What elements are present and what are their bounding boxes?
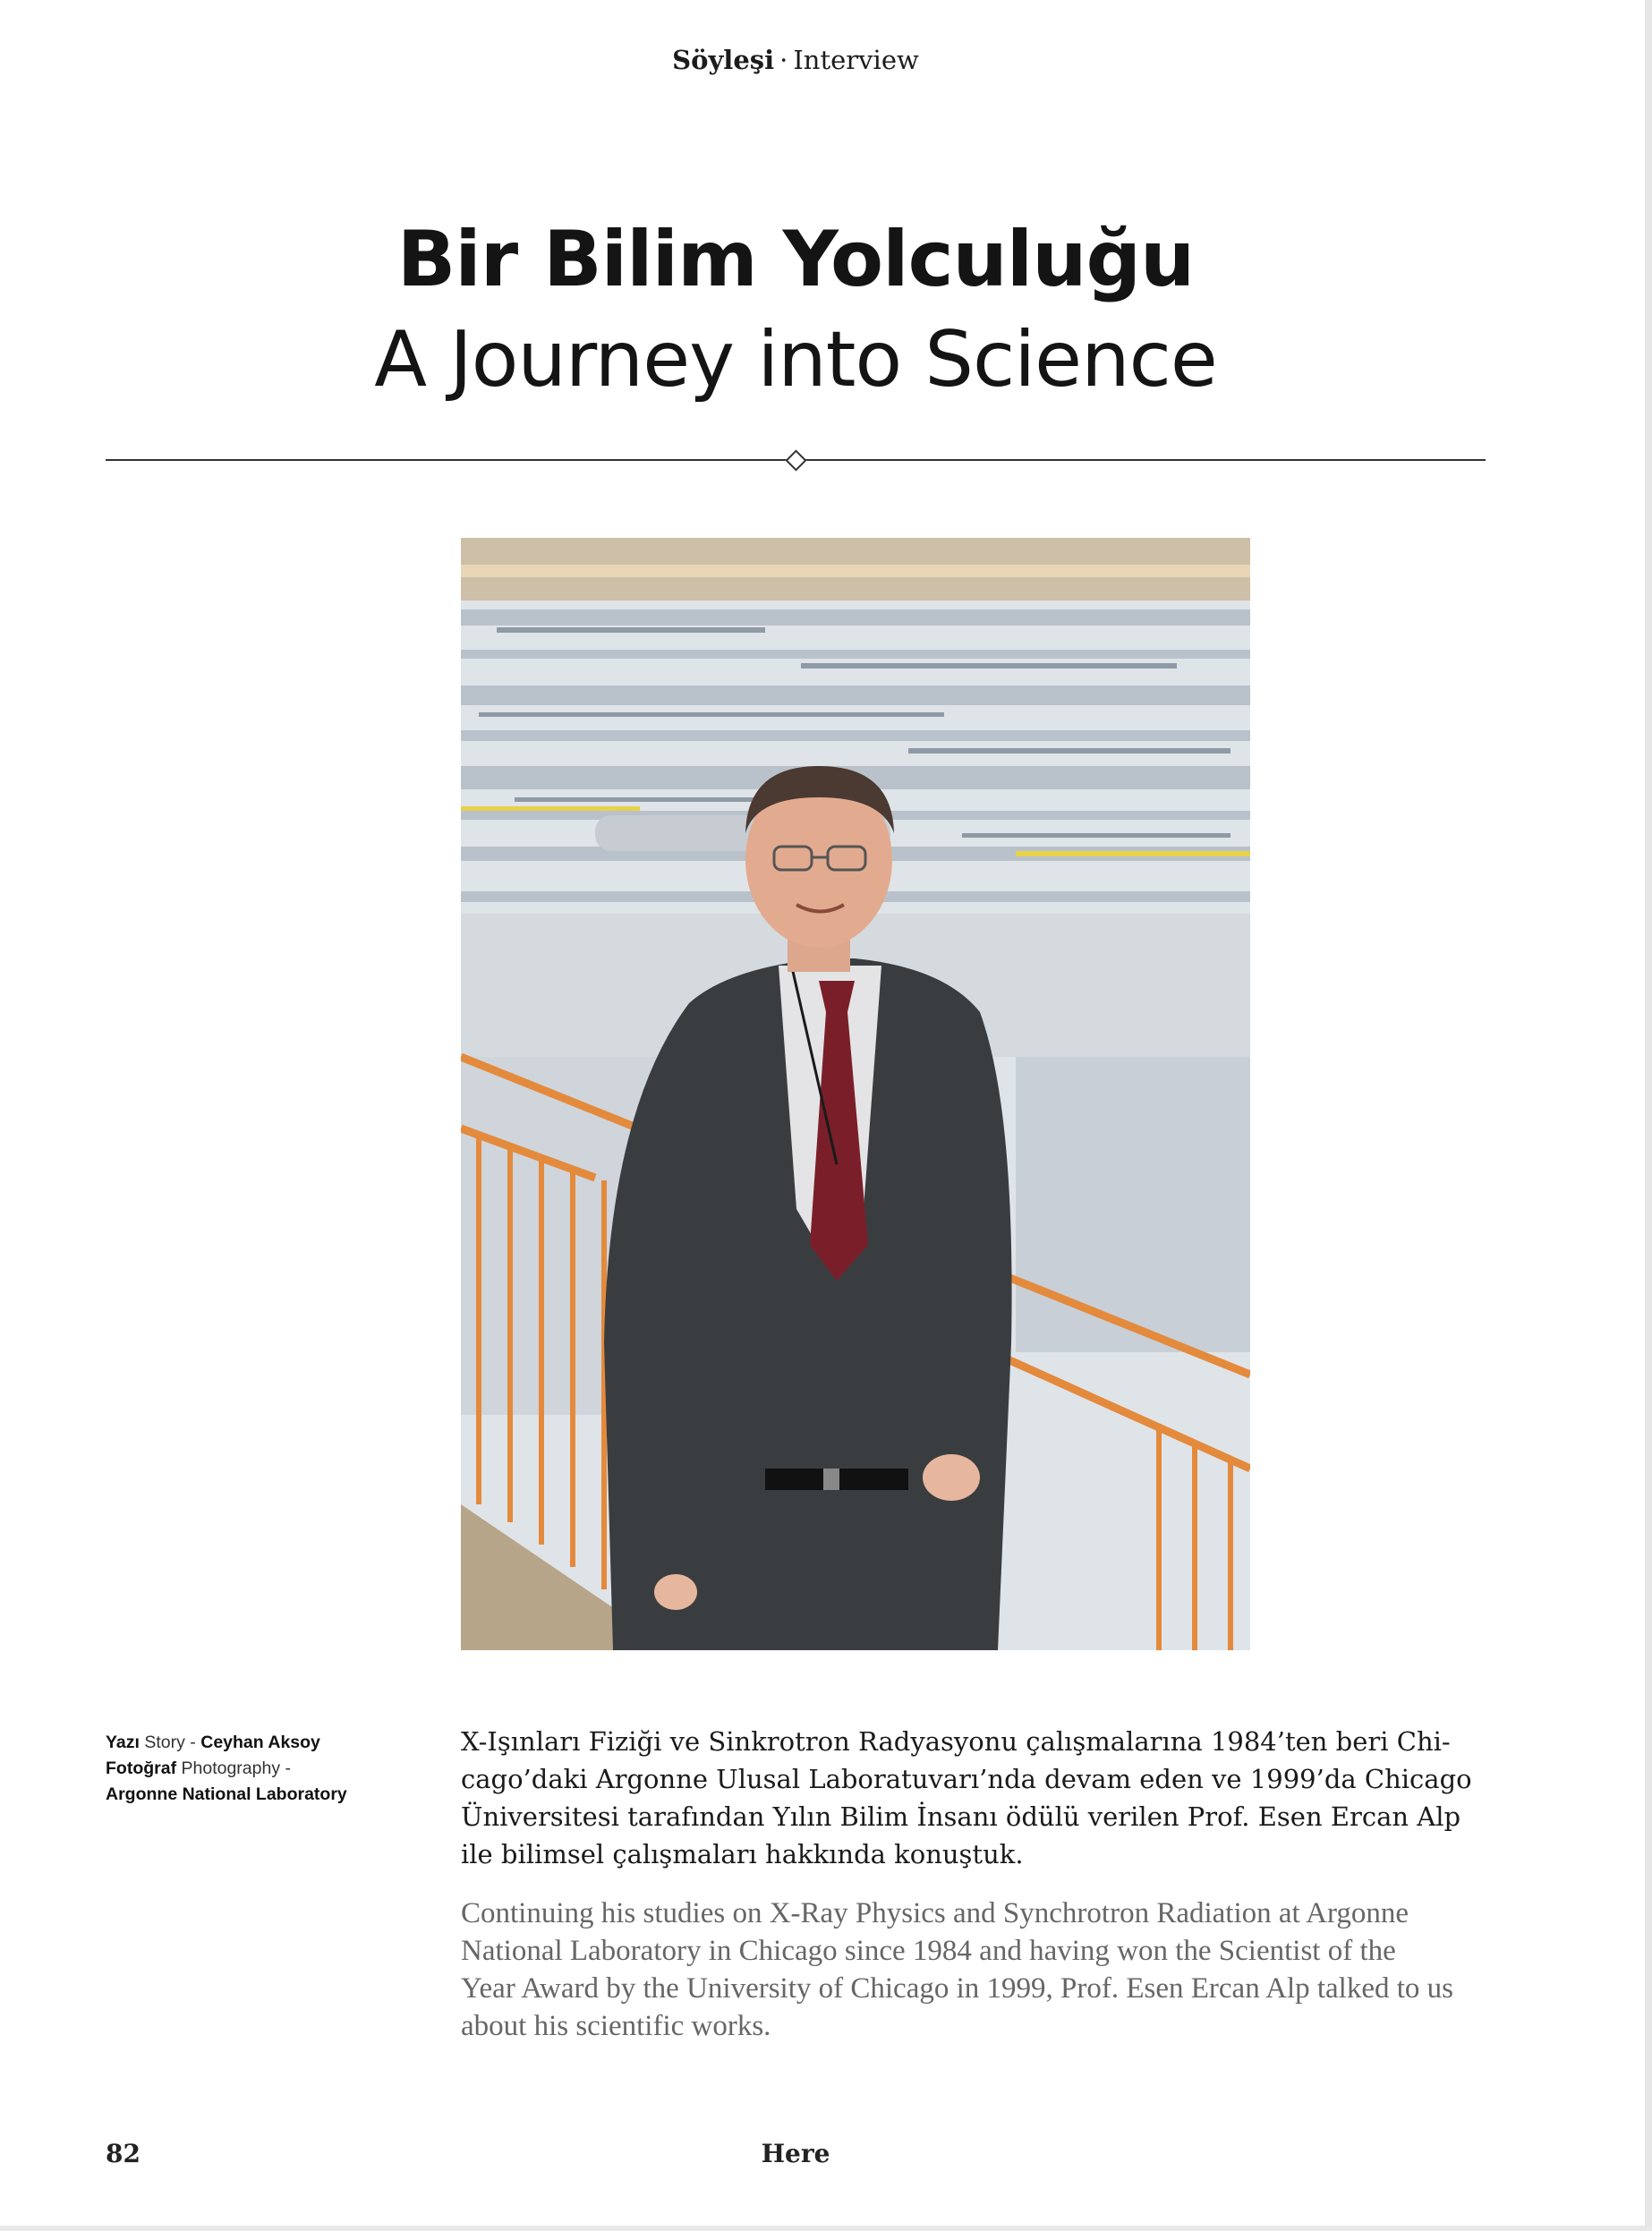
photo-credit <box>106 1756 446 1782</box>
story-credit <box>106 1730 446 1756</box>
divider-diamond-icon <box>785 449 806 471</box>
portrait-photo <box>461 538 1250 1650</box>
photo-source <box>106 1782 446 1808</box>
section-label-en: Interview <box>793 45 919 75</box>
story-label-tr: Yazı <box>106 1733 140 1752</box>
page-number: 82 <box>106 2139 141 2168</box>
portrait-illustration <box>461 538 1250 1650</box>
photo-source-text: Argonne National Laboratory <box>106 1784 347 1804</box>
intro-turkish <box>461 1723 1490 1873</box>
story-author: Ceyhan Aksoy <box>200 1733 320 1752</box>
section-label-tr: Söyleşi <box>672 45 775 75</box>
page-edge <box>1645 0 1652 2231</box>
intro-en-line: Continuing his studies on X-Ray Physics and Synchrotron Radiation at Argonne <box>461 1897 1409 1929</box>
intro-tr-line: cago’daki Argonne Ulusal Laboratuvarı’nda devam eden ve 1999’da Chicago <box>461 1764 1472 1794</box>
credits-block <box>106 1730 446 1808</box>
story-label-en: Story - <box>144 1733 196 1752</box>
intro-tr-line: ile bilimsel çalışmaları hakkında konuştuk. <box>461 1839 1024 1869</box>
intro-en-line: Year Award by the University of Chicago in 1999, Prof. Esen Ercan Alp talked to us <box>461 1972 1454 2005</box>
magazine-name: Here <box>761 2139 830 2168</box>
photo-label-tr: Fotoğraf <box>106 1758 177 1778</box>
page-edge-bottom <box>0 2226 1652 2231</box>
intro-en-line: about his scientific works. <box>461 2010 771 2042</box>
intro-english <box>461 1895 1490 2045</box>
intro-tr-line: X-Işınları Fiziği ve Sinkrotron Radyasyonu çalışmalarına 1984’ten beri Chi- <box>461 1726 1451 1757</box>
section-label <box>0 45 1591 75</box>
intro-tr-line: Üniversitesi tarafından Yılın Bilim İnsanı ödülü verilen Prof. Esen Ercan Alp <box>461 1801 1461 1832</box>
photo-label-en: Photography - <box>181 1758 291 1778</box>
intro-en-line: National Laboratory in Chicago since 1984 and having won the Scientist of the <box>461 1935 1396 1967</box>
headline-english: A Journey into Science <box>374 315 1217 404</box>
section-separator: · <box>779 45 788 75</box>
headline-turkish: Bir Bilim Yolculuğu <box>396 215 1195 304</box>
